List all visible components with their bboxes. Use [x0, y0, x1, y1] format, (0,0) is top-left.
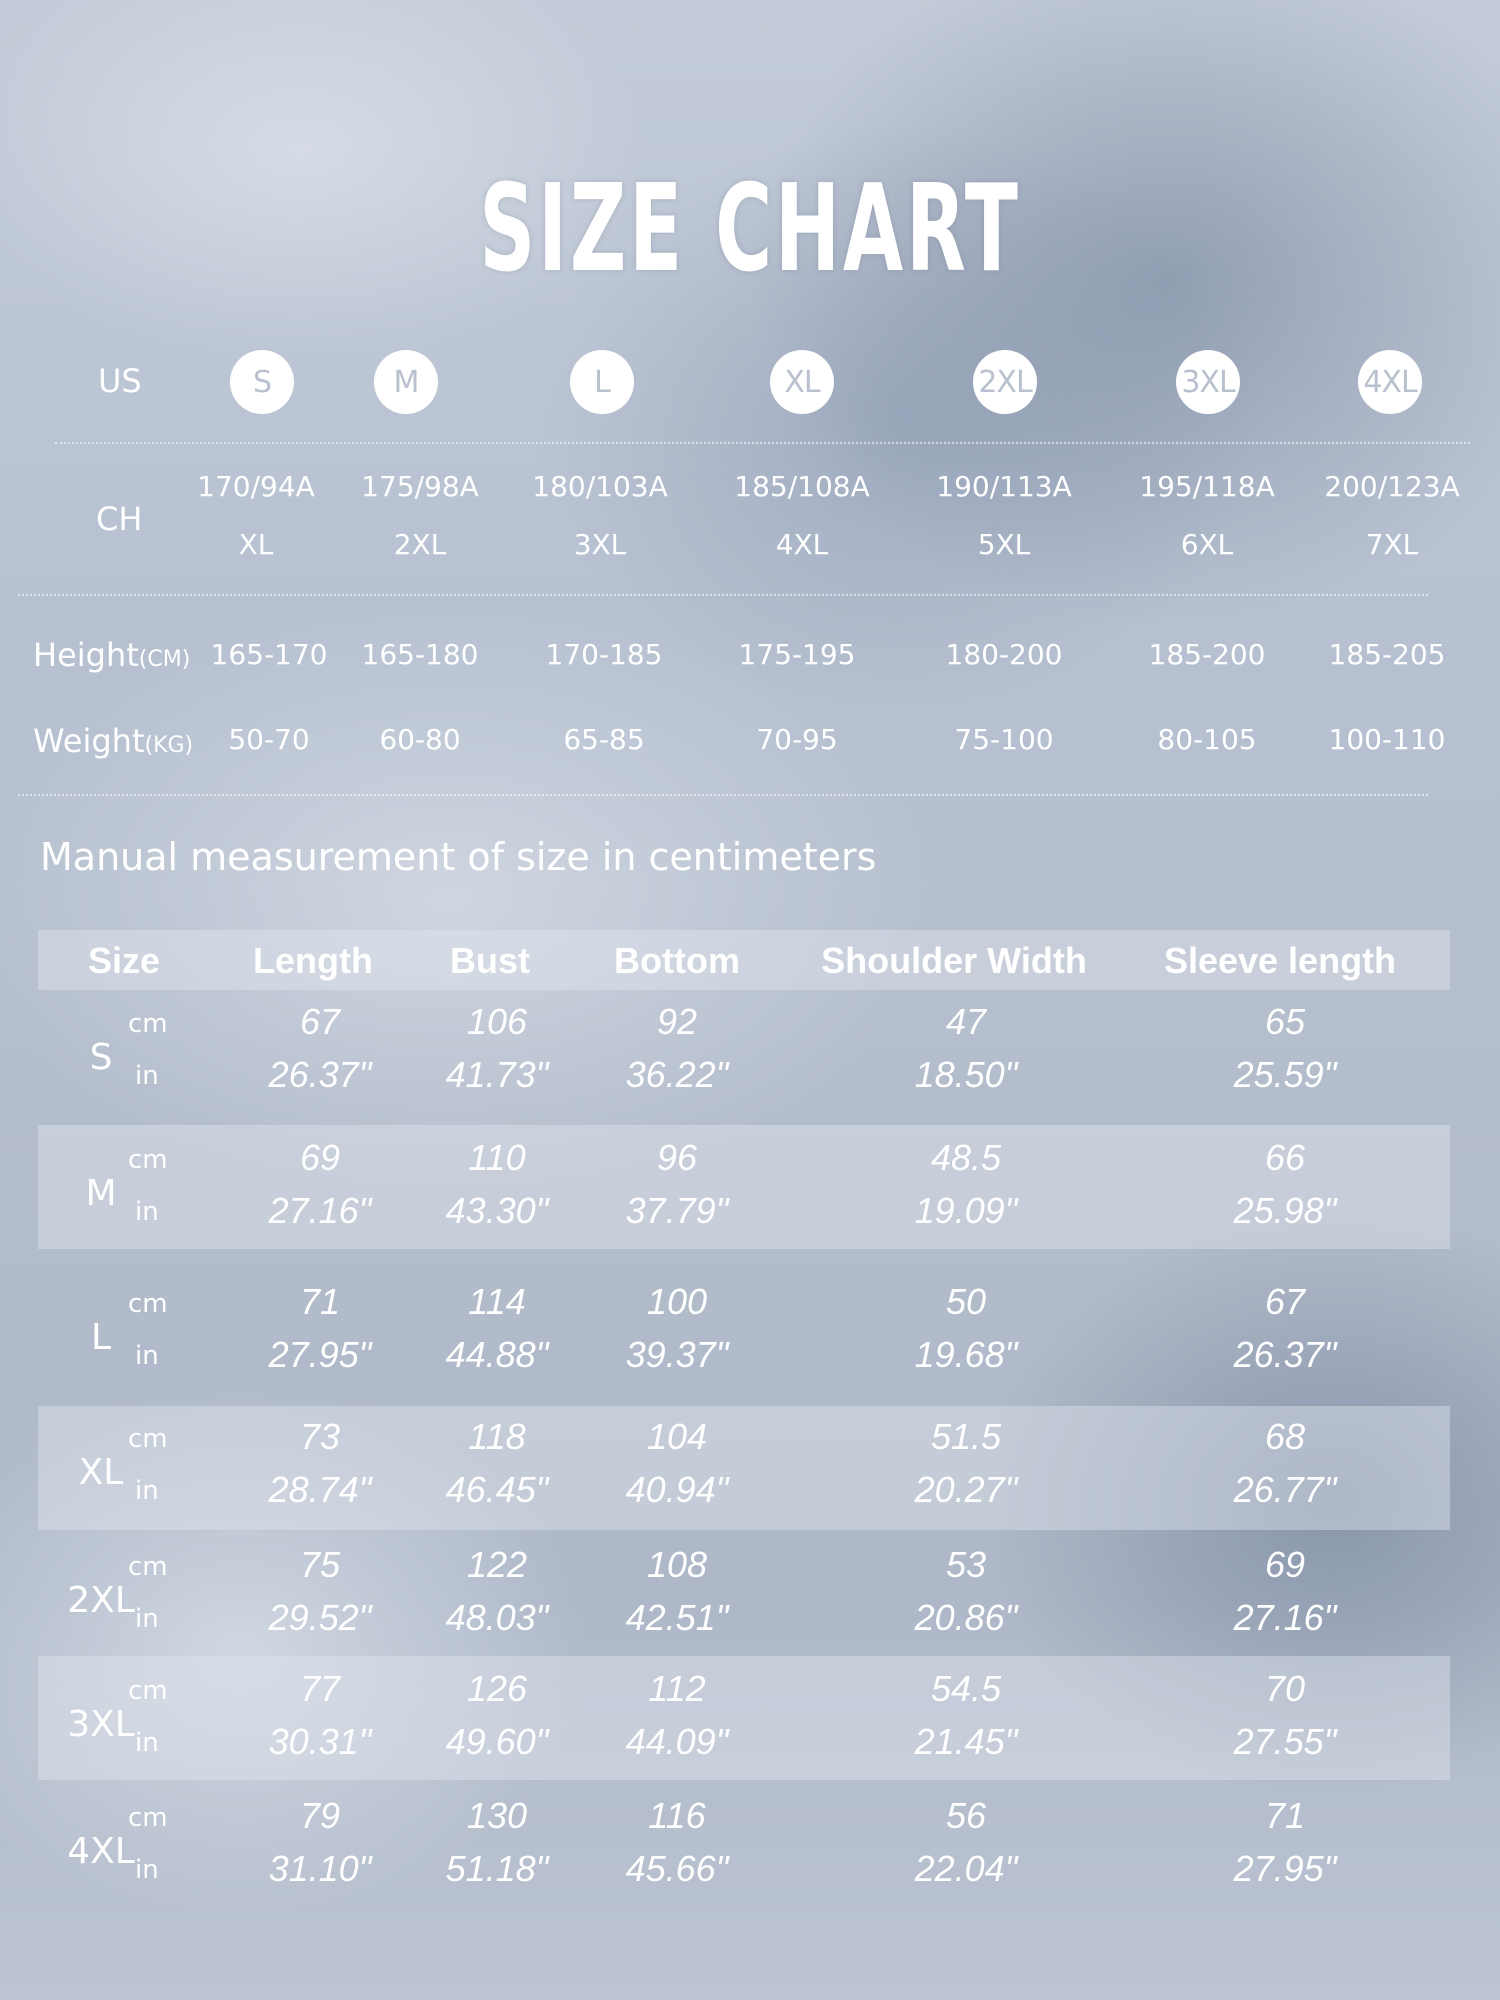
us-size-badge: M [374, 350, 438, 414]
height-range: 185-200 [1148, 638, 1266, 671]
cell-cm-value: 65 [1264, 1001, 1306, 1042]
cell-cm-value: 79 [299, 1795, 341, 1836]
row-size-label: XL [78, 1452, 124, 1493]
weight-range: 80-105 [1157, 723, 1257, 756]
height-range: 175-195 [738, 638, 856, 671]
height-range: 170-185 [545, 638, 663, 671]
cell-inch-value: 40.94" [625, 1469, 729, 1510]
cell-cm-value: 56 [945, 1795, 987, 1836]
weight-range: 65-85 [563, 723, 645, 756]
us-size-badge: XL [770, 350, 834, 414]
ch-code: 195/118A [1139, 470, 1275, 503]
cell-inch-value: 37.79" [625, 1190, 729, 1231]
us-size-badge: S [230, 350, 294, 414]
row-size-label: 4XL [67, 1831, 135, 1872]
cell-inch-value: 26.37" [268, 1054, 372, 1095]
cell-cm-value: 69 [299, 1137, 341, 1178]
cell-cm-value: 70 [1264, 1668, 1306, 1709]
cell-cm-value: 114 [468, 1281, 526, 1322]
weight-range: 60-80 [379, 723, 461, 756]
cell-cm-value: 126 [466, 1668, 528, 1709]
unit-in-label: in [135, 1728, 159, 1758]
cell-cm-value: 106 [466, 1001, 528, 1042]
cell-inch-value: 20.27" [914, 1469, 1018, 1510]
ch-code: 185/108A [734, 470, 870, 503]
unit-cm-label: cm [128, 1803, 168, 1833]
unit-in-label: in [135, 1341, 159, 1371]
cell-inch-value: 18.50" [914, 1054, 1018, 1095]
cell-cm-value: 47 [945, 1001, 987, 1042]
cell-inch-value: 44.88" [445, 1334, 549, 1375]
cell-cm-value: 100 [646, 1281, 708, 1322]
cell-inch-value: 31.10" [268, 1848, 372, 1889]
cell-inch-value: 26.37" [1233, 1334, 1337, 1375]
cell-cm-value: 68 [1264, 1416, 1306, 1457]
column-header-size: Size [87, 940, 161, 981]
page-title: SIZE CHART [479, 160, 1021, 299]
unit-cm-label: cm [128, 1424, 168, 1454]
weight-row-label: Weight(KG) [33, 722, 194, 760]
ch-size: 2XL [393, 528, 447, 561]
cell-cm-value: 66 [1264, 1137, 1306, 1178]
height-range: 165-170 [210, 638, 328, 671]
weight-range: 50-70 [228, 723, 310, 756]
row-size-label: 3XL [67, 1704, 135, 1745]
ch-code: 180/103A [532, 470, 668, 503]
ch-code: 190/113A [936, 470, 1072, 503]
cell-inch-value: 42.51" [625, 1597, 729, 1638]
row-size-label: M [85, 1173, 117, 1214]
cell-inch-value: 26.77" [1233, 1469, 1337, 1510]
weight-range: 100-110 [1328, 723, 1446, 756]
cell-inch-value: 21.45" [914, 1721, 1018, 1762]
unit-in-label: in [135, 1604, 159, 1634]
column-header-shoulder-width: Shoulder Width [821, 940, 1087, 981]
cell-inch-value: 19.09" [914, 1190, 1018, 1231]
cell-inch-value: 27.95" [268, 1334, 372, 1375]
ch-size: XL [238, 528, 274, 561]
ch-size: 3XL [573, 528, 627, 561]
cell-cm-value: 75 [299, 1544, 341, 1585]
cell-inch-value: 27.16" [268, 1190, 372, 1231]
cell-inch-value: 27.55" [1233, 1721, 1337, 1762]
us-size-badge: 2XL [973, 350, 1037, 414]
weight-range: 70-95 [756, 723, 838, 756]
cell-inch-value: 44.09" [625, 1721, 729, 1762]
cell-inch-value: 41.73" [445, 1054, 549, 1095]
unit-cm-label: cm [128, 1145, 168, 1175]
cell-inch-value: 25.59" [1233, 1054, 1337, 1095]
cell-inch-value: 46.45" [445, 1469, 549, 1510]
cell-cm-value: 116 [648, 1795, 706, 1836]
column-header-bust: Bust [450, 940, 530, 981]
cell-inch-value: 27.16" [1233, 1597, 1337, 1638]
cell-inch-value: 48.03" [445, 1597, 549, 1638]
cell-inch-value: 20.86" [914, 1597, 1018, 1638]
cell-inch-value: 28.74" [268, 1469, 372, 1510]
cell-inch-value: 22.04" [914, 1848, 1018, 1889]
cell-cm-value: 71 [299, 1281, 341, 1322]
row-size-label: S [89, 1037, 113, 1078]
unit-in-label: in [135, 1855, 159, 1885]
cell-inch-value: 49.60" [445, 1721, 549, 1762]
ch-code: 175/98A [361, 470, 479, 503]
row-size-label: 2XL [67, 1580, 135, 1621]
us-row-label: US [98, 362, 142, 400]
cell-inch-value: 51.18" [445, 1848, 549, 1889]
divider [18, 794, 1428, 796]
cell-inch-value: 39.37" [625, 1334, 729, 1375]
unit-cm-label: cm [128, 1009, 168, 1039]
divider [18, 594, 1428, 596]
us-size-badge: L [570, 350, 634, 414]
unit-cm-label: cm [128, 1552, 168, 1582]
cell-cm-value: 67 [299, 1001, 341, 1042]
ch-code: 200/123A [1324, 470, 1460, 503]
cell-inch-value: 30.31" [268, 1721, 372, 1762]
column-header-sleeve-length: Sleeve length [1163, 940, 1397, 981]
cell-cm-value: 54.5 [930, 1668, 1002, 1709]
cell-cm-value: 71 [1264, 1795, 1306, 1836]
cell-cm-value: 48.5 [930, 1137, 1002, 1178]
height-row-label: Height(CM) [33, 636, 191, 674]
cell-cm-value: 77 [299, 1668, 341, 1709]
cell-cm-value: 108 [646, 1544, 708, 1585]
cell-cm-value: 118 [468, 1416, 526, 1457]
cell-cm-value: 67 [1264, 1281, 1306, 1322]
ch-code: 170/94A [197, 470, 315, 503]
cell-cm-value: 104 [646, 1416, 708, 1457]
ch-row-label: CH [96, 500, 143, 538]
height-range: 180-200 [945, 638, 1063, 671]
ch-size: 5XL [977, 528, 1031, 561]
cell-cm-value: 51.5 [930, 1416, 1002, 1457]
cell-inch-value: 45.66" [625, 1848, 729, 1889]
ch-size: 4XL [775, 528, 829, 561]
cell-cm-value: 73 [299, 1416, 341, 1457]
cell-cm-value: 112 [648, 1668, 706, 1709]
cell-inch-value: 27.95" [1233, 1848, 1337, 1889]
cell-inch-value: 29.52" [268, 1597, 372, 1638]
column-header-bottom: Bottom [614, 940, 740, 981]
cell-inch-value: 43.30" [445, 1190, 549, 1231]
cell-cm-value: 50 [945, 1281, 987, 1322]
cell-inch-value: 19.68" [914, 1334, 1018, 1375]
us-size-badge: 4XL [1358, 350, 1422, 414]
column-header-length: Length [253, 940, 373, 981]
cell-cm-value: 92 [656, 1001, 698, 1042]
cell-cm-value: 122 [466, 1544, 528, 1585]
us-size-badge: 3XL [1176, 350, 1240, 414]
unit-in-label: in [135, 1476, 159, 1506]
cell-inch-value: 36.22" [625, 1054, 729, 1095]
ch-size: 6XL [1180, 528, 1234, 561]
divider [55, 442, 1470, 444]
unit-cm-label: cm [128, 1289, 168, 1319]
unit-in-label: in [135, 1197, 159, 1227]
height-range: 165-180 [361, 638, 479, 671]
cell-cm-value: 130 [466, 1795, 528, 1836]
unit-cm-label: cm [128, 1676, 168, 1706]
cell-inch-value: 25.98" [1233, 1190, 1337, 1231]
measurement-subtitle: Manual measurement of size in centimeters [40, 835, 877, 879]
cell-cm-value: 96 [656, 1137, 698, 1178]
row-size-label: L [90, 1317, 112, 1358]
cell-cm-value: 69 [1264, 1544, 1306, 1585]
weight-range: 75-100 [954, 723, 1054, 756]
cell-cm-value: 53 [945, 1544, 987, 1585]
ch-size: 7XL [1365, 528, 1419, 561]
unit-in-label: in [135, 1061, 159, 1091]
cell-cm-value: 110 [468, 1137, 526, 1178]
height-range: 185-205 [1328, 638, 1446, 671]
